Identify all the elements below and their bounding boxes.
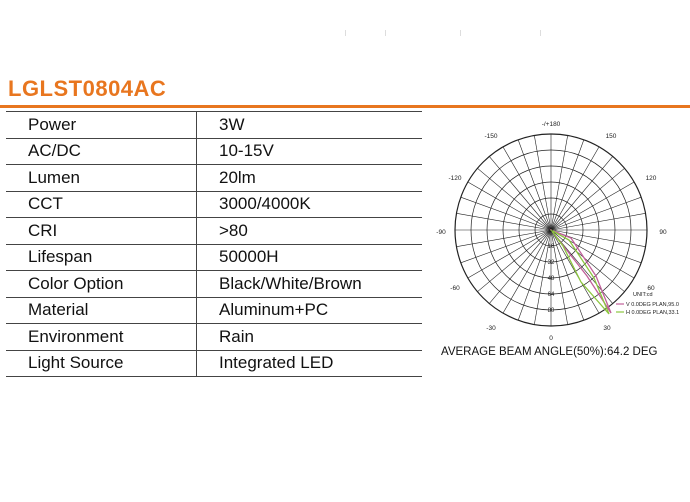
spec-label: CCT: [6, 191, 197, 218]
polar-light-distribution-chart: [430, 118, 680, 343]
spec-value: Black/White/Brown: [197, 271, 423, 298]
radial-label: 0: [549, 228, 553, 234]
spec-label: Power: [6, 112, 197, 139]
spec-row: [6, 244, 422, 271]
angle-label: -120: [448, 175, 462, 182]
spec-label: Material: [6, 297, 197, 324]
legend-entry: V 0.0DEG PLAN,95.0: [626, 302, 679, 308]
curve-h-plane: [551, 230, 609, 314]
angle-label: -/+180: [541, 121, 561, 128]
spec-value: Rain: [197, 324, 423, 351]
spec-label: AC/DC: [6, 138, 197, 165]
spec-row: [6, 297, 422, 324]
title-underline: [0, 105, 690, 108]
angle-label: -60: [450, 285, 460, 292]
polar-curves: [551, 230, 611, 314]
spec-row: [6, 138, 422, 165]
decorative-tick: [540, 30, 541, 36]
spec-label: Lumen: [6, 165, 197, 192]
radial-label: 32: [547, 260, 555, 266]
spec-value: Integrated LED: [197, 350, 423, 377]
spec-label: Lifespan: [6, 244, 197, 271]
decorative-tick: [460, 30, 461, 36]
spec-row: [6, 165, 422, 192]
angle-label: -30: [486, 325, 496, 332]
unit-label: UNIT:cd: [633, 292, 653, 298]
spec-label: Environment: [6, 324, 197, 351]
spec-row: [6, 112, 422, 139]
spec-table: [6, 111, 422, 377]
angle-label: 120: [645, 175, 657, 182]
radial-label: 80: [547, 308, 555, 314]
angle-label: -150: [484, 133, 498, 140]
beam-angle-caption: AVERAGE BEAM ANGLE(50%):64.2 DEG: [441, 346, 658, 358]
spec-value: 50000H: [197, 244, 423, 271]
spec-value: 10-15V: [197, 138, 423, 165]
spec-value: Aluminum+PC: [197, 297, 423, 324]
decorative-tick: [385, 30, 386, 36]
legend-entry: H 0.0DEG PLAN,33.1: [626, 310, 680, 316]
spec-label: Color Option: [6, 271, 197, 298]
spec-label: Light Source: [6, 350, 197, 377]
angle-label: -90: [436, 229, 446, 236]
spec-row: [6, 324, 422, 351]
decorative-tick: [345, 30, 346, 36]
product-code-title: LGLST0804AC: [8, 76, 167, 101]
spec-row: [6, 271, 422, 298]
spec-row: [6, 350, 422, 377]
angle-label: 60: [647, 285, 655, 292]
angle-label: 0: [549, 335, 553, 342]
spec-row: [6, 191, 422, 218]
spec-row: [6, 218, 422, 245]
angle-label: 30: [603, 325, 611, 332]
angle-label: 150: [605, 133, 617, 140]
polar-legend: [616, 292, 679, 316]
spec-value: 20lm: [197, 165, 423, 192]
radial-label: 64: [547, 292, 555, 298]
spec-value: >80: [197, 218, 423, 245]
spec-label: CRI: [6, 218, 197, 245]
radial-label: 16: [547, 244, 555, 250]
radial-label: 48: [547, 276, 555, 282]
angle-label: 90: [659, 229, 667, 236]
spec-value: 3W: [197, 112, 423, 139]
spec-value: 3000/4000K: [197, 191, 423, 218]
